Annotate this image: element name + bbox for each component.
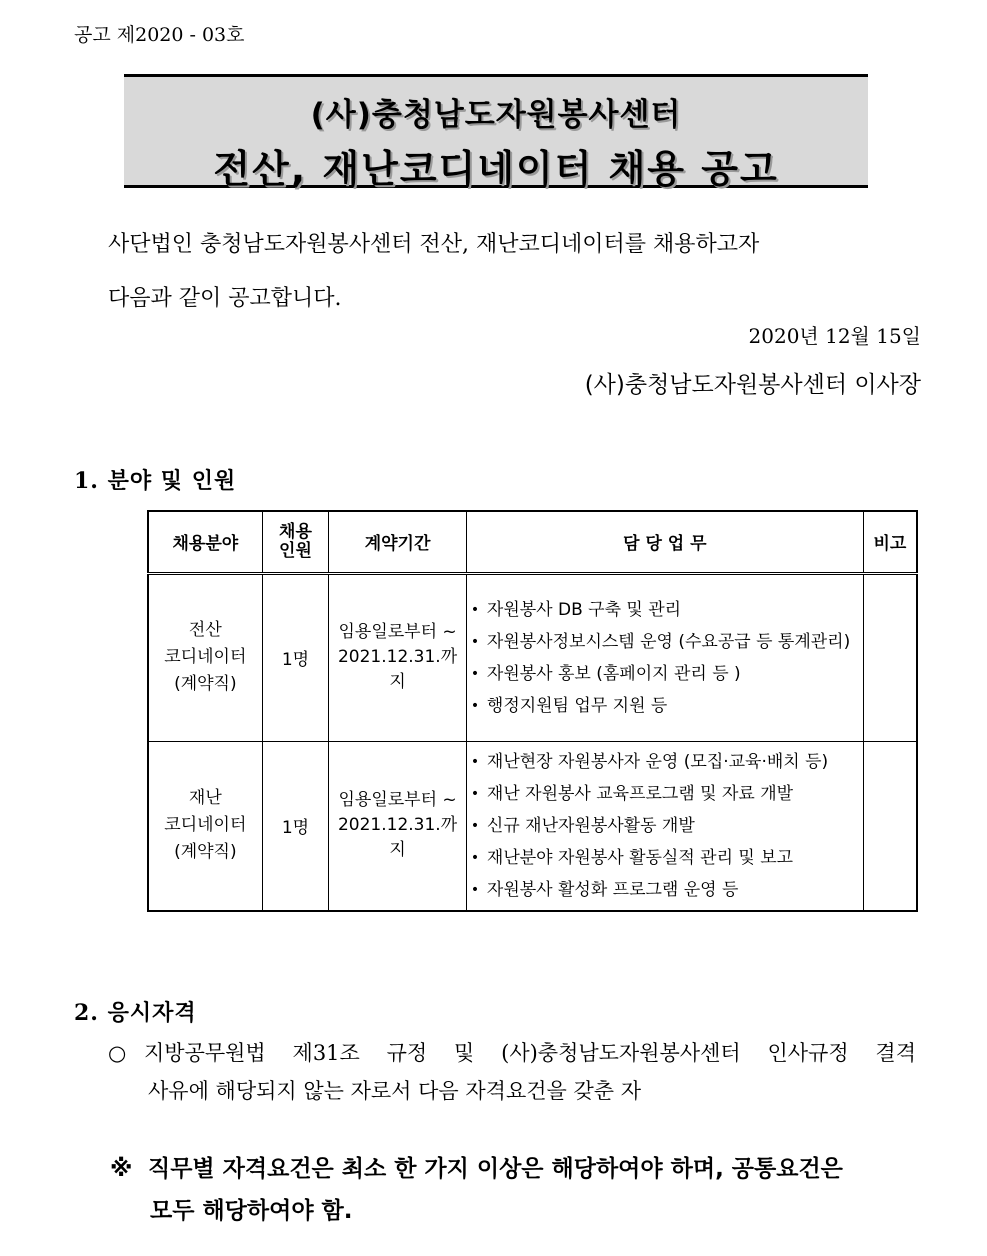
title-main: 전산, 재난코디네이터 채용 공고 — [213, 147, 779, 191]
intro-line-1: 사단법인 충청남도자원봉사센터 전산, 재난코디네이터를 채용하고자 — [108, 232, 760, 257]
duties-cell — [466, 573, 863, 741]
duty-item: • 자원봉사정보시스템 운영 (수요공급 등 통계관리) — [467, 626, 863, 658]
note-mark-icon: ※ — [110, 1156, 133, 1182]
period-end: 2021.12.31.까지 — [337, 647, 458, 692]
section-1-title: 1. 분야 및 인원 — [74, 468, 237, 494]
section-2-title: 2. 응시자격 — [74, 1000, 197, 1026]
table-header-row — [148, 511, 917, 573]
period-cell — [329, 741, 467, 911]
header-count-line-2: 인원 — [279, 540, 312, 561]
header-remarks: 비고 — [863, 511, 917, 573]
duty-item: • 재난 자원봉사 교육프로그램 및 자료 개발 — [467, 778, 863, 810]
title-banner — [124, 74, 868, 191]
qualification-item — [108, 1034, 920, 1110]
header-count-line-1: 채용 — [279, 521, 312, 542]
field-name: 전산 — [188, 620, 222, 640]
field-role: 코디네이터 — [164, 647, 247, 667]
note-line-2: 모두 해당하여야 함. — [150, 1198, 353, 1224]
count-cell: 1명 — [262, 741, 329, 911]
field-cell — [148, 741, 262, 911]
requirement-note — [110, 1148, 922, 1232]
duties-cell — [466, 741, 863, 911]
field-cell — [148, 573, 262, 741]
period-start: 임용일로부터 ~ — [338, 622, 457, 642]
title-organization: (사)충청남도자원봉사센터 — [310, 97, 682, 133]
period-end: 2021.12.31.까지 — [337, 815, 458, 860]
notice-number: 공고 제2020 - 03호 — [74, 24, 245, 46]
header-period: 계약기간 — [329, 511, 467, 573]
qualification-line-1: 지방공무원법 제31조 규정 및 (사)충청남도자원봉사센터 인사규정 결격 — [144, 1041, 916, 1065]
qualification-line-2: 사유에 해당되지 않는 자로서 다음 자격요건을 갖춘 자 — [148, 1079, 642, 1103]
header-duties: 담 당 업 무 — [466, 511, 863, 573]
circle-bullet-icon: ○ — [108, 1041, 127, 1065]
duty-item: • 재난현장 자원봉사자 운영 (모집·교육·배치 등) — [467, 746, 863, 778]
remarks-cell — [863, 573, 917, 741]
header-count — [262, 511, 329, 573]
field-type: (계약직) — [174, 842, 237, 862]
field-name: 재난 — [188, 788, 222, 808]
intro-paragraph — [108, 218, 888, 326]
period-cell — [329, 573, 467, 741]
signer: (사)충청남도자원봉사센터 이사장 — [584, 372, 921, 398]
period-start: 임용일로부터 ~ — [338, 790, 457, 810]
duty-item: • 자원봉사 홍보 (홈페이지 관리 등 ) — [467, 658, 863, 690]
duty-item: • 재난분야 자원봉사 활동실적 관리 및 보고 — [467, 842, 863, 874]
count-cell: 1명 — [262, 573, 329, 741]
table-row — [148, 573, 917, 741]
field-type: (계약직) — [174, 674, 237, 694]
duty-item: • 신규 재난자원봉사활동 개발 — [467, 810, 863, 842]
duty-item: • 자원봉사 활성화 프로그램 운영 등 — [467, 874, 863, 906]
duty-item: • 행정지원팀 업무 지원 등 — [467, 690, 863, 722]
table-row — [148, 741, 917, 911]
remarks-cell — [863, 741, 917, 911]
note-line-1: 직무별 자격요건은 최소 한 가지 이상은 해당하여야 하며, 공통요건은 — [148, 1156, 843, 1182]
field-role: 코디네이터 — [164, 815, 247, 835]
intro-line-2: 다음과 같이 공고합니다. — [108, 286, 342, 311]
recruitment-table — [147, 510, 918, 912]
header-field: 채용분야 — [148, 511, 262, 573]
duty-item: • 자원봉사 DB 구축 및 관리 — [467, 594, 863, 626]
announcement-date: 2020년 12월 15일 — [748, 324, 921, 348]
